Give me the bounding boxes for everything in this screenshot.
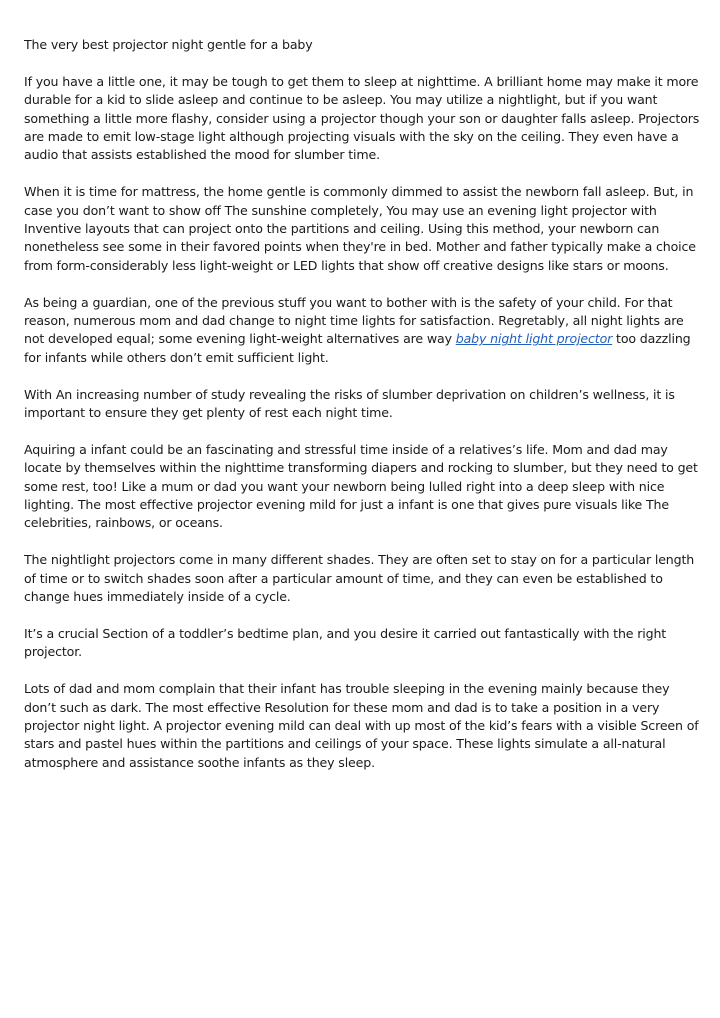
paragraph-7: It’s a crucial Section of a toddler’s bedtime plan, and you desire it carried out fantastically with the right projector. [24, 625, 667, 660]
paragraph-3-before: As being a guardian, one of the previous stuff you want to bother with is the safety of your child. For that reason, numerous mom and dad change to night time lights for satisfaction. Regretably, all night lights are not developed equal; some evening light-weight alternatives are way [24, 294, 684, 347]
paragraph-8: Lots of dad and mom complain that their infant has trouble sleeping in the evening mainly because they don’t such as dark. The most effective Resolution for these mom and dad is to take a position in a very projector night light. A projector evening mild can deal with up most of the kid’s fears with a visible Screen of stars and pastel hues within the partitions and ceilings of your space. These lights simulate a all-natural atmosphere and assistance soothe infants as they sleep. [24, 681, 699, 770]
paragraph-5: Aquiring a infant could be an fascinating and stressful time inside of a relatives’s life. Mom and dad may locate by themselves within the nighttime transforming diapers and rocking to slumber, but they need to get some rest, too! Like a mum or dad you want your newborn being lulled right into a deep sleep with nice lighting. The most effective projector evening mild for just a infant is one that gives pure visuals like The celebrities, rainbows, or oceans. [24, 441, 698, 531]
document-title: The very best projector night gentle for a baby [24, 37, 313, 52]
paragraph-1: If you have a little one, it may be tough to get them to sleep at nighttime. A brilliant home may make it more durable for a kid to slide asleep and continue to be asleep. You may utilize a nightlight, but if you want something a little more flashy, consider using a projector though your son or daughter falls asleep. Projectors are made to emit low-stage light although projecting visuals with the sky on the ceiling. They even have a audio that assists established the mood for slumber time. [24, 73, 700, 163]
paragraph-4: With An increasing number of study revealing the risks of slumber deprivation on children’s wellness, it is important to ensure they get plenty of rest each night time. [24, 386, 675, 421]
paragraph-3 [24, 294, 700, 368]
paragraph-6: The nightlight projectors come in many different shades. They are often set to stay on for a particular length of time or to switch shades soon after a particular amount of time, and they can even be established to change hues immediately inside of a cycle. [24, 552, 695, 605]
document-page [24, 36, 700, 791]
projector-link[interactable]: baby night light projector [455, 331, 613, 347]
paragraph-2: When it is time for mattress, the home gentle is commonly dimmed to assist the newborn fall asleep. But, in case you don’t want to show off The sunshine completely, You may use an evening light projector with Inventive layouts that can project onto the partitions and ceiling. Using this method, your newborn can nonetheless see some in their favored points when they're in bed. Mother and father typically make a choice from form-considerably less light-weight or LED lights that show off creative designs like stars or moons. [24, 184, 696, 273]
paragraph-3-after: too dazzling for infants while others don’t emit sufficient light. [24, 331, 691, 365]
